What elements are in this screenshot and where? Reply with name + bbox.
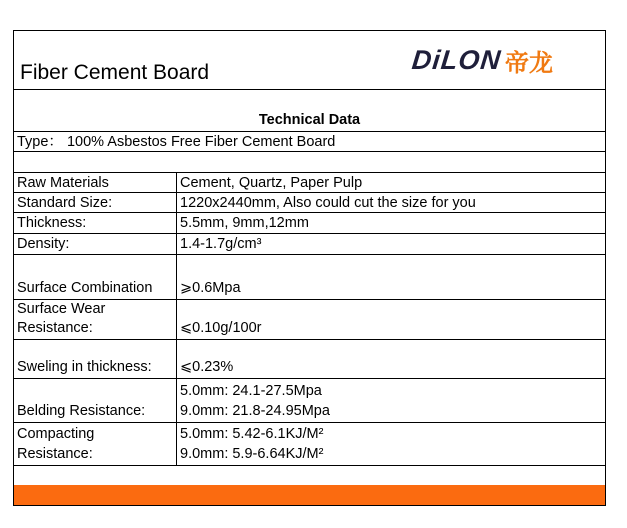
type-row: Type： 100% Asbestos Free Fiber Cement Board	[17, 134, 336, 150]
row-label: Resistance:	[17, 446, 93, 462]
row-value: 9.0mm: 5.9-6.64KJ/M²	[180, 446, 324, 462]
row-label: Density:	[17, 236, 70, 252]
divider	[14, 378, 605, 379]
divider	[14, 339, 605, 340]
row-label: Standard Size:	[17, 195, 113, 211]
divider	[14, 151, 605, 152]
divider	[14, 254, 605, 255]
row-label: Belding Resistance:	[17, 403, 146, 419]
page-title: Fiber Cement Board	[20, 61, 210, 84]
divider	[14, 233, 605, 234]
row-value: 1.4-1.7g/cm³	[180, 236, 262, 252]
logo-chinese: 帝龙	[505, 50, 553, 77]
logo-wordmark: DiLON	[410, 45, 503, 75]
row-label: Compacting	[17, 426, 95, 442]
accent-bar	[14, 485, 605, 505]
row-label: Sweling in thickness:	[17, 359, 152, 375]
row-value: ⩾0.6Mpa	[180, 280, 241, 296]
row-label: Surface Combination	[17, 280, 153, 296]
row-value: 5.0mm: 24.1-27.5Mpa	[180, 383, 322, 399]
row-value: 5.0mm: 5.42-6.1KJ/M²	[180, 426, 324, 442]
row-value: 9.0mm: 21.8-24.95Mpa	[180, 403, 330, 419]
row-value: 1220x2440mm, Also could cut the size for you	[180, 195, 476, 211]
section-title: Technical Data	[258, 112, 361, 128]
spec-sheet	[13, 30, 606, 506]
divider	[14, 212, 605, 213]
divider	[14, 422, 605, 423]
row-value: Cement, Quartz, Paper Pulp	[180, 175, 363, 191]
brand-logo	[412, 43, 553, 78]
row-label: Surface Wear	[17, 301, 106, 317]
row-value: ⩽0.10g/100r	[180, 320, 262, 336]
divider	[14, 465, 605, 466]
row-value: 5.5mm, 9mm,12mm	[180, 215, 309, 231]
row-label: Thickness:	[17, 215, 87, 231]
row-label: Resistance:	[17, 320, 93, 336]
row-value: ⩽0.23%	[180, 359, 234, 375]
row-label: Raw Materials	[17, 175, 109, 191]
divider	[14, 89, 605, 90]
